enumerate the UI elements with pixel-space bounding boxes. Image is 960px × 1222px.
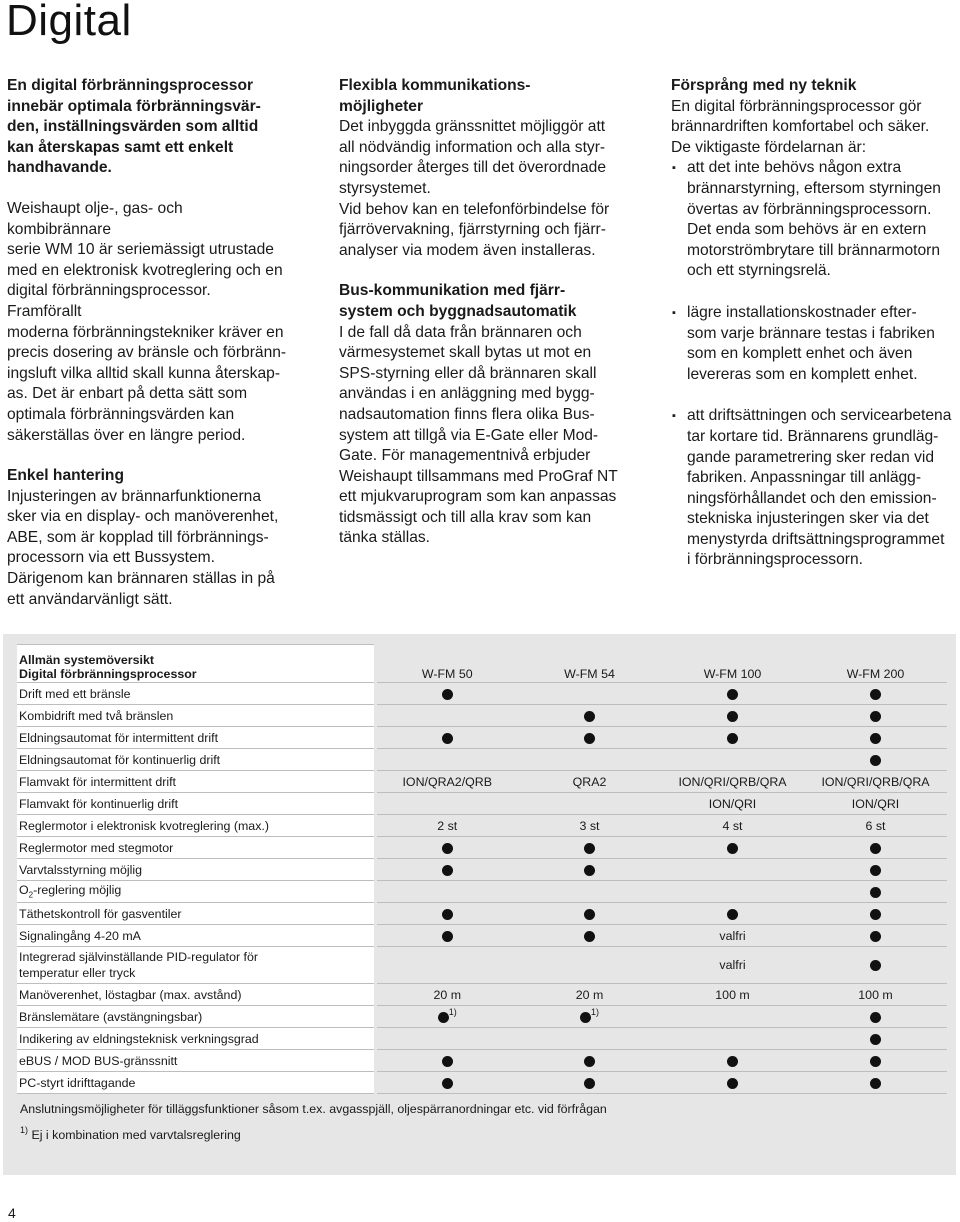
- table-row: [17, 1006, 947, 1028]
- table-row: [17, 705, 947, 727]
- row-label: Flamvakt för intermittent drift: [17, 771, 375, 793]
- filled-circle-icon: [727, 1056, 738, 1067]
- cell-value: [375, 881, 518, 903]
- bullet-icon: [375, 727, 518, 749]
- table-row: [17, 947, 947, 984]
- row-label: PC-styrt idrifttagande: [17, 1072, 375, 1094]
- cell-value: [375, 705, 518, 727]
- bullet-icon: [518, 705, 661, 727]
- cell-value: [518, 683, 661, 705]
- table-row: [17, 837, 947, 859]
- row-label: Eldningsautomat för kontinuerlig drift: [17, 749, 375, 771]
- filled-circle-icon: [870, 711, 881, 722]
- table-row: [17, 881, 947, 903]
- row-label: Flamvakt för kontinuerlig drift: [17, 793, 375, 815]
- cell-value: ION/QRI: [661, 793, 804, 815]
- filled-circle-icon: [584, 711, 595, 722]
- bullet-icon: [518, 903, 661, 925]
- cell-value: ION/QRI: [804, 793, 947, 815]
- row-label: Manöverenhet, löstagbar (max. avstånd): [17, 984, 375, 1006]
- cell-value: ION/QRI/QRB/QRA: [804, 771, 947, 793]
- filled-circle-icon: [442, 1056, 453, 1067]
- cell-value: [518, 1028, 661, 1050]
- bullet-icon: [375, 837, 518, 859]
- bullet-icon: [804, 749, 947, 771]
- cell-value: 6 st: [804, 815, 947, 837]
- filled-circle-icon: [442, 931, 453, 942]
- table-row: [17, 1072, 947, 1094]
- filled-circle-icon: [584, 1056, 595, 1067]
- filled-circle-icon: [870, 960, 881, 971]
- filled-circle-icon: [584, 865, 595, 876]
- cell-value: 3 st: [518, 815, 661, 837]
- cell-value: ION/QRA2/QRB: [375, 771, 518, 793]
- filled-circle-icon: [870, 689, 881, 700]
- filled-circle-icon: [442, 689, 453, 700]
- page-number: 4: [8, 1205, 16, 1221]
- filled-circle-icon: [870, 1012, 881, 1023]
- table-row: [17, 984, 947, 1006]
- page-title: Digital: [6, 0, 132, 45]
- table-row: [17, 1050, 947, 1072]
- cell-value: 100 m: [804, 984, 947, 1006]
- filled-circle-icon: [870, 733, 881, 744]
- bullet-icon: [804, 1072, 947, 1094]
- footnote-mark: 1): [20, 1125, 29, 1135]
- bullet-icon: [804, 683, 947, 705]
- filled-circle-icon: [442, 865, 453, 876]
- row-label: Reglermotor med stegmotor: [17, 837, 375, 859]
- filled-circle-icon: [442, 1078, 453, 1089]
- bullet-icon: [518, 1050, 661, 1072]
- bullet-icon: [804, 1050, 947, 1072]
- row-label: Signalingång 4-20 mA: [17, 925, 375, 947]
- bullet-square-icon: ▪: [672, 162, 676, 175]
- row-label: Bränslemätare (avstängningsbar): [17, 1006, 375, 1028]
- row-label: Kombidrift med två bränslen: [17, 705, 375, 727]
- cell-value: valfri: [661, 925, 804, 947]
- cell-value: [661, 1028, 804, 1050]
- filled-circle-icon: [580, 1012, 591, 1023]
- cell-value: ION/QRI/QRB/QRA: [661, 771, 804, 793]
- bullet-square-icon: ▪: [672, 306, 676, 319]
- filled-circle-icon: [870, 865, 881, 876]
- bullet-icon: [518, 1072, 661, 1094]
- bullet-icon: [375, 1072, 518, 1094]
- bullet-icon: [375, 1050, 518, 1072]
- bullet-icon: [804, 705, 947, 727]
- cell-value: [375, 793, 518, 815]
- intro-lead: En digital förbränningsprocessor innebär optimala förbränningsvär- den, inställningsvärden som alltid kan återskapas samt ett enkelt handhavande.: [7, 77, 261, 177]
- bullet-icon: [661, 705, 804, 727]
- cell-value: [375, 749, 518, 771]
- bullet-icon: [804, 1006, 947, 1028]
- table-title: Allmän systemöversikt Digital förbränningsprocessor: [17, 645, 375, 683]
- section-body-enkel-hantering: Injusteringen av brännarfunktionerna sker via en display- och manöverenhet, ABE, som är kopplad till förbrännings- processorn via ett Bussystem. Därigenom kan brännaren ställas in på ett användarvänligt sätt.: [7, 487, 279, 608]
- column-header: W-FM 200: [804, 645, 947, 683]
- cell-value: [375, 1028, 518, 1050]
- bullet-icon: [804, 727, 947, 749]
- row-label: Varvtalsstyrning möjlig: [17, 859, 375, 881]
- list-item: ▪ lägre installationskostnader efter- som varje brännare testas i fabriken som en komplett enhet och även levereras som en komplett enhet.: [672, 303, 935, 383]
- bullet-icon: [661, 727, 804, 749]
- cell-value: 100 m: [661, 984, 804, 1006]
- filled-circle-icon: [870, 1056, 881, 1067]
- bullet-icon: [804, 881, 947, 903]
- row-label: Eldningsautomat för intermittent drift: [17, 727, 375, 749]
- filled-circle-icon: [870, 909, 881, 920]
- bullet-icon: [661, 683, 804, 705]
- section-intro-forsprang: En digital förbränningsprocessor gör brännardriften komfortabel och säker. De viktigaste fördelarnan är:: [671, 97, 930, 156]
- table-row: [17, 815, 947, 837]
- filled-circle-icon: [442, 843, 453, 854]
- column-1: [7, 76, 289, 610]
- section-heading-kommunikation: Flexibla kommunikations- möjligheter: [339, 77, 531, 115]
- row-label: Indikering av eldningsteknisk verkningsgrad: [17, 1028, 375, 1050]
- filled-circle-icon: [438, 1012, 449, 1023]
- filled-circle-icon: [584, 1078, 595, 1089]
- table-row: [17, 793, 947, 815]
- row-label: Integrerad självinställande PID-regulator för temperatur eller tryck: [17, 947, 375, 984]
- table-row: [17, 683, 947, 705]
- table-row: [17, 925, 947, 947]
- row-label: eBUS / MOD BUS-gränssnitt: [17, 1050, 375, 1072]
- filled-circle-icon: [442, 733, 453, 744]
- column-header: W-FM 100: [661, 645, 804, 683]
- bullet-icon: [375, 1006, 518, 1028]
- section-body-bus: I de fall då data från brännaren och värmesystemet skall bytas ut mot en SPS-styrning eller då brännaren skall användas i en anläggning med bygg- nadsautomation finns flera olika Bus- system att tillgå via E-Gate eller Mod- Gate. För managementnivå erbjuder Weishaupt tillsammans med ProGraf NT ett mjukvaruprogram som kan anpassas tidsmässigt och till alla krav som kan tänka ställas.: [339, 323, 618, 547]
- filled-circle-icon: [727, 843, 738, 854]
- row-label: Täthetskontroll för gasventiler: [17, 903, 375, 925]
- filled-circle-icon: [727, 909, 738, 920]
- cell-value: QRA2: [518, 771, 661, 793]
- column-header: W-FM 54: [518, 645, 661, 683]
- footnote: [20, 1125, 241, 1142]
- filled-circle-icon: [870, 931, 881, 942]
- bullet-icon: [661, 1072, 804, 1094]
- footnote-text: Ej i kombination med varvtalsreglering: [31, 1128, 241, 1142]
- filled-circle-icon: [870, 843, 881, 854]
- filled-circle-icon: [870, 1034, 881, 1045]
- bullet-icon: [375, 925, 518, 947]
- bullet-icon: [804, 903, 947, 925]
- cell-value: 20 m: [375, 984, 518, 1006]
- filled-circle-icon: [584, 733, 595, 744]
- section-body-kommunikation: Det inbyggda gränssnittet möjliggör att all nödvändig information och alla styr- ningsorder återges till det överordnade styrsystemet. Vid behov kan en telefonförbindelse för fjärrövervakning, fjärrstyrning och fjärr- analyser via modem även installeras.: [339, 118, 610, 259]
- bullet-icon: [518, 1006, 661, 1028]
- bullet-icon: [518, 837, 661, 859]
- list-item: ▪ att driftsättningen och servicearbetena tar kortare tid. Brännarens grundläg- gande parametrering sker redan vid fabriken. Anpassningar till anlägg- ningsförhållandet och den emission- stekniska injusteringen sker via det menystyrda driftsättningsprogrammet i förbränningsprocessorn.: [672, 407, 952, 569]
- cell-value: 20 m: [518, 984, 661, 1006]
- bullet-icon: [375, 859, 518, 881]
- system-overview-panel: [3, 634, 956, 1175]
- filled-circle-icon: [870, 887, 881, 898]
- cell-value: 2 st: [375, 815, 518, 837]
- filled-circle-icon: [727, 689, 738, 700]
- filled-circle-icon: [584, 843, 595, 854]
- bullet-icon: [661, 1050, 804, 1072]
- system-overview-table: [17, 644, 947, 1094]
- bullet-icon: [804, 1028, 947, 1050]
- table-row: [17, 1028, 947, 1050]
- table-header-row: [17, 645, 947, 683]
- column-3: [671, 76, 956, 592]
- cell-value: [661, 859, 804, 881]
- bullet-icon: [804, 925, 947, 947]
- table-row: [17, 903, 947, 925]
- filled-circle-icon: [727, 733, 738, 744]
- filled-circle-icon: [870, 1078, 881, 1089]
- cell-value: 4 st: [661, 815, 804, 837]
- bullet-icon: [804, 947, 947, 984]
- cell-value: [661, 749, 804, 771]
- table-note: Anslutningsmöjligheter för tilläggsfunktioner såsom t.ex. avgasspjäll, oljespärranordningar etc. vid förfrågan: [20, 1102, 607, 1116]
- table-row: [17, 859, 947, 881]
- cell-value: [518, 947, 661, 984]
- section-heading-bus: Bus-kommunikation med fjärr- system och byggnadsautomatik: [339, 282, 577, 320]
- column-header: W-FM 50: [375, 645, 518, 683]
- bullet-icon: [804, 837, 947, 859]
- filled-circle-icon: [584, 931, 595, 942]
- filled-circle-icon: [727, 1078, 738, 1089]
- bullet-icon: [804, 859, 947, 881]
- bullet-icon: [518, 859, 661, 881]
- cell-value: [375, 947, 518, 984]
- cell-value: valfri: [661, 947, 804, 984]
- cell-value: [518, 793, 661, 815]
- bullet-icon: [518, 925, 661, 947]
- section-heading-enkel-hantering: Enkel hantering: [7, 467, 124, 485]
- bullet-icon: [375, 903, 518, 925]
- footnote-ref: 1): [448, 1006, 457, 1017]
- cell-value: [518, 881, 661, 903]
- bullet-icon: [375, 683, 518, 705]
- cell-value: [518, 749, 661, 771]
- bullet-icon: [518, 727, 661, 749]
- bullet-icon: [661, 837, 804, 859]
- intro-body: Weishaupt olje-, gas- och kombibrännare serie WM 10 är seriemässigt utrustade med en elektronisk kvotreglering och en digital förbränningsprocessor. Framförallt moderna förbränningstekniker kräver en precis dosering av bränsle och förbränn- ingsluft vilka alltid skall kunna återskap- as. Det är enbart på detta sätt som optimala förbränningsvärden kan säkerställas över en längre period.: [7, 199, 287, 444]
- advantages-list: [671, 158, 956, 571]
- table-row: [17, 771, 947, 793]
- column-2: [339, 76, 621, 549]
- cell-value: [661, 881, 804, 903]
- filled-circle-icon: [442, 909, 453, 920]
- row-label: $O_2$-reglering möjlig: [17, 881, 375, 903]
- list-item: ▪ att det inte behövs någon extra brännarstyrning, eftersom styrningen övertas av förbränningsprocessorn. Det enda som behövs är en extern motorströmbrytare till brännarmotorn och ett styrningsrelä.: [672, 159, 941, 280]
- table-row: [17, 749, 947, 771]
- table-row: [17, 727, 947, 749]
- section-heading-forsprang: Försprång med ny teknik: [671, 77, 857, 94]
- filled-circle-icon: [727, 711, 738, 722]
- footnote-ref: 1): [590, 1006, 599, 1017]
- filled-circle-icon: [870, 755, 881, 766]
- bullet-icon: [661, 903, 804, 925]
- bullet-square-icon: ▪: [672, 410, 676, 423]
- cell-value: [661, 1006, 804, 1028]
- filled-circle-icon: [584, 909, 595, 920]
- row-label: Reglermotor i elektronisk kvotreglering (max.): [17, 815, 375, 837]
- row-label: Drift med ett bränsle: [17, 683, 375, 705]
